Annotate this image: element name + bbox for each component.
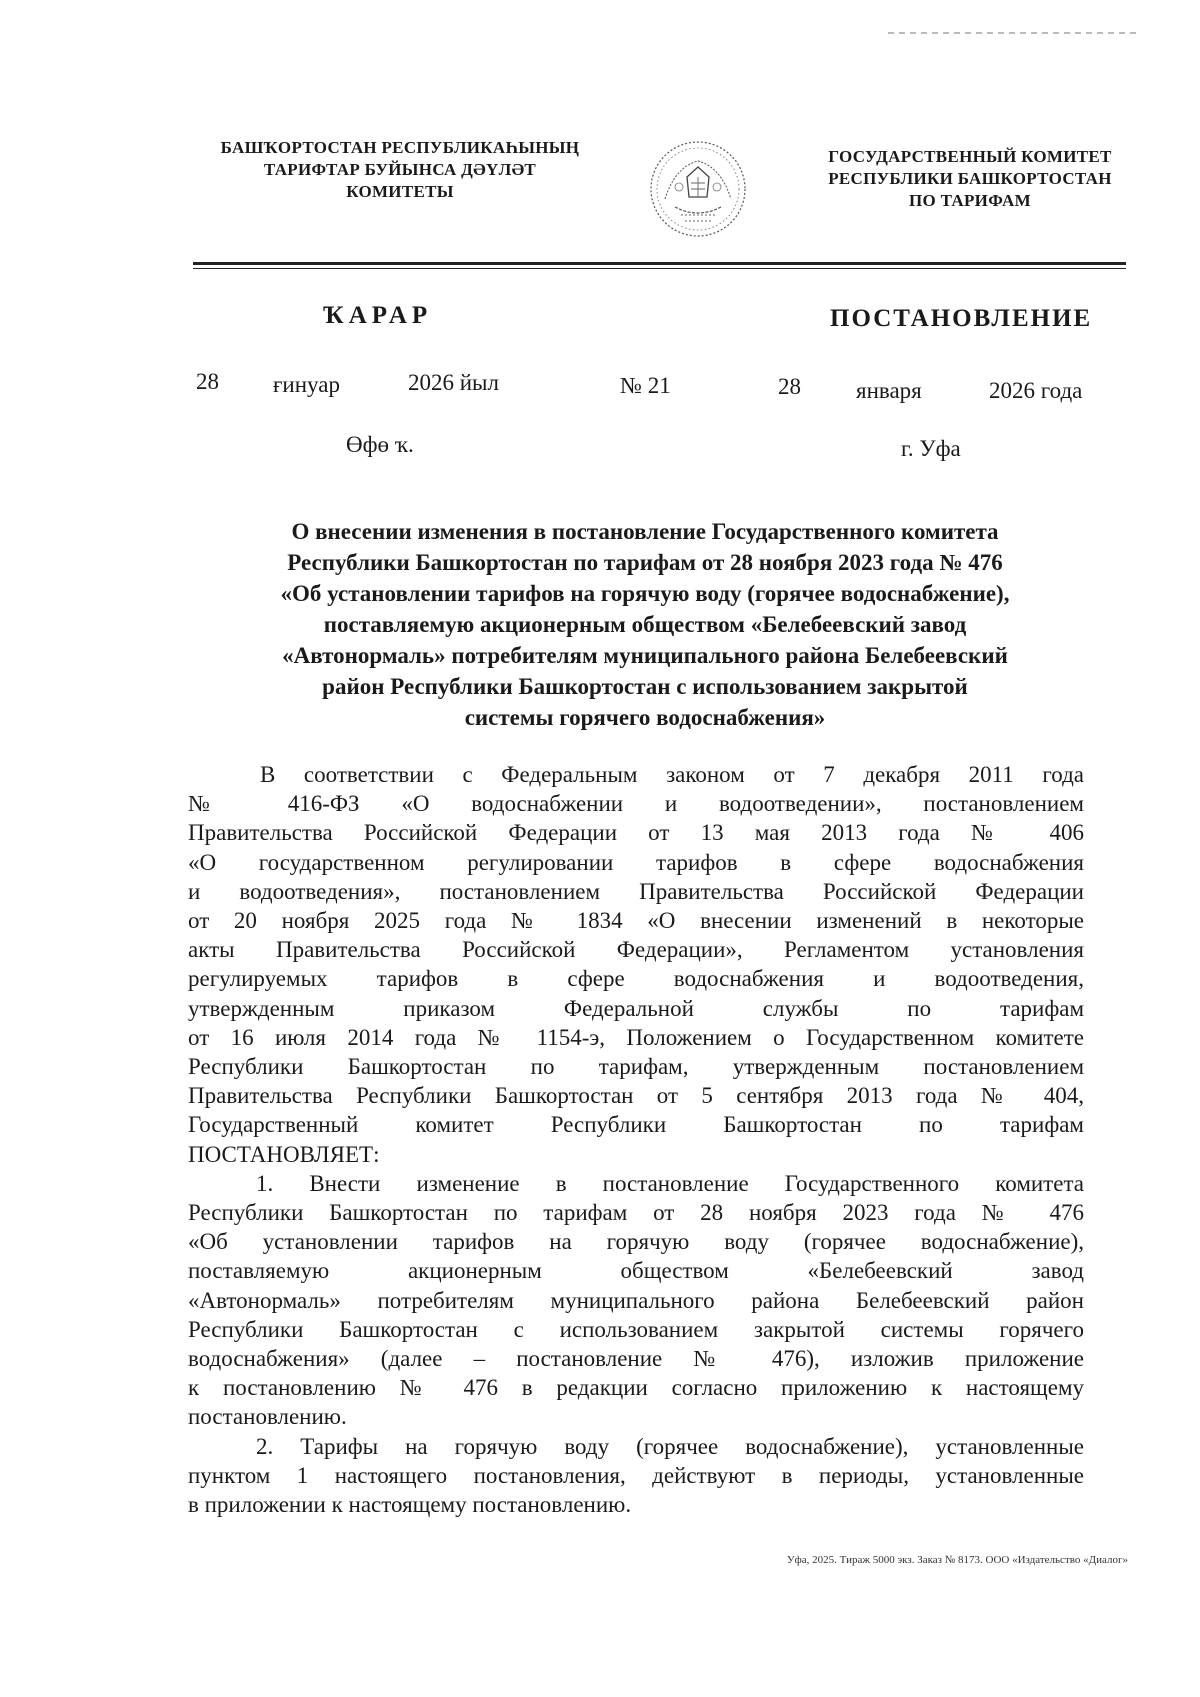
header-bashkir-line: БАШҠОРТОСТАН РЕСПУБЛИКАҺЫНЫҢ [220,138,580,157]
body-line: ПОСТАНОВЛЯЕТ: [188,1141,380,1167]
body-line: Республики Башкортостан по тарифам от 28 ноября 2023 года № 476 [188,1200,1084,1226]
body-line: от 16 июля 2014 года № 1154-э, Положением о Государственном комитете [188,1024,1084,1050]
place-bashkir: Өфө ҡ. [346,432,414,457]
date-day-russian: 28 [778,374,801,399]
body-line: постановлению. [188,1404,347,1430]
body-line: 1. Внести изменение в постановление Государственного комитета [256,1170,1084,1196]
header-bashkir-line: КОМИТЕТЫ [346,182,454,201]
date-day-bashkir: 28 [196,369,219,394]
header-russian-line: РЕСПУБЛИКИ БАШКОРТОСТАН [828,169,1112,188]
body-line: 2. Тарифы на горячую воду (горячее водоснабжение), установленные [256,1433,1084,1459]
coat-of-arms-icon [645,137,751,241]
body-line: регулируемых тарифов в сфере водоснабжения и водоотведения, [188,966,1084,992]
body-line: и водоотведения», постановлением Правительства Российской Федерации [188,878,1084,904]
title-line: Республики Башкортостан по тарифам от 28 ноября 2023 года № 476 [287,550,1003,575]
date-year-russian: 2026 года [989,378,1083,403]
header-russian-line: ГОСУДАРСТВЕННЫЙ КОМИТЕТ [828,147,1112,166]
document-body [188,760,1084,1519]
header-rule-thin [193,268,1126,269]
body-line: В соответствии с Федеральным законом от 7 декабря 2011 года [260,762,1084,787]
body-line: от 20 ноября 2025 года № 1834 «О внесении изменений в некоторые [188,908,1084,934]
date-month-russian: января [856,378,922,403]
place-russian: г. Уфа [901,436,961,461]
title-line: поставляемую акционерным обществом «Белебеевский завод [323,612,967,637]
body-line: утвержденным приказом Федеральной службы по тарифам [188,995,1084,1021]
scan-artifact [888,32,1138,34]
title-line: «Автонормаль» потребителям муниципального района Белебеевский [282,643,1008,668]
body-line: Государственный комитет Республики Башкортостан по тарифам [188,1112,1084,1138]
body-line: Республики Башкортостан по тарифам, утвержденным постановлением [188,1054,1084,1080]
header-russian [810,146,1130,212]
title-line: «Об установлении тарифов на горячую воду (горячее водоснабжение), [280,581,1010,606]
body-line: водоснабжения» (далее – постановление № 476), изложив приложение [188,1346,1084,1372]
print-footer: Уфа, 2025. Тираж 5000 экз. Заказ № 8173. ООО «Издательство «Диалог» [786,1554,1128,1566]
header-russian-line: ПО ТАРИФАМ [909,191,1031,210]
title-line: О внесении изменения в постановление Государственного комитета [291,519,999,544]
date-month-bashkir: ғинуар [273,372,340,397]
body-line: к постановлению № 476 в редакции согласно приложению к настоящему [188,1375,1084,1401]
body-line: «Об установлении тарифов на горячую воду (горячее водоснабжение), [188,1229,1084,1255]
body-line: Правительства Российской Федерации от 13 мая 2013 года № 406 [188,820,1084,846]
doc-type-russian: ПОСТАНОВЛЕНИЕ [830,305,1093,332]
header-bashkir [180,137,620,203]
body-line: поставляемую акционерным обществом «Белебеевский завод [188,1258,1084,1284]
body-line: «О государственном регулировании тарифов в сфере водоснабжения [188,849,1084,875]
date-year-bashkir: 2026 йыл [408,370,499,395]
header-rule-thick [193,262,1126,265]
doc-type-bashkir: ҠАРАР [323,302,433,329]
body-line: акты Правительства Российской Федерации», Регламентом установления [188,937,1084,963]
body-line: «Автонормаль» потребителям муниципального района Белебеевский район [188,1287,1084,1313]
header-bashkir-line: ТАРИФТАР БУЙЫНСА ДӘҮЛӘТ [263,160,537,179]
body-line: Правительства Республики Башкортостан от 5 сентября 2013 года № 404, [188,1083,1084,1109]
body-line: Республики Башкортостан с использованием закрытой системы горячего [188,1316,1084,1342]
document-title [180,516,1110,733]
document-number: № 21 [620,373,671,398]
title-line: системы горячего водоснабжения» [464,705,826,730]
body-line: в приложении к настоящему постановлению. [188,1492,632,1518]
body-line: № 416-ФЗ «О водоснабжении и водоотведении», постановлением [188,791,1084,817]
body-line: пунктом 1 настоящего постановления, действуют в периоды, установленные [188,1462,1084,1488]
title-line: район Республики Башкортостан с использованием закрытой [322,674,968,699]
